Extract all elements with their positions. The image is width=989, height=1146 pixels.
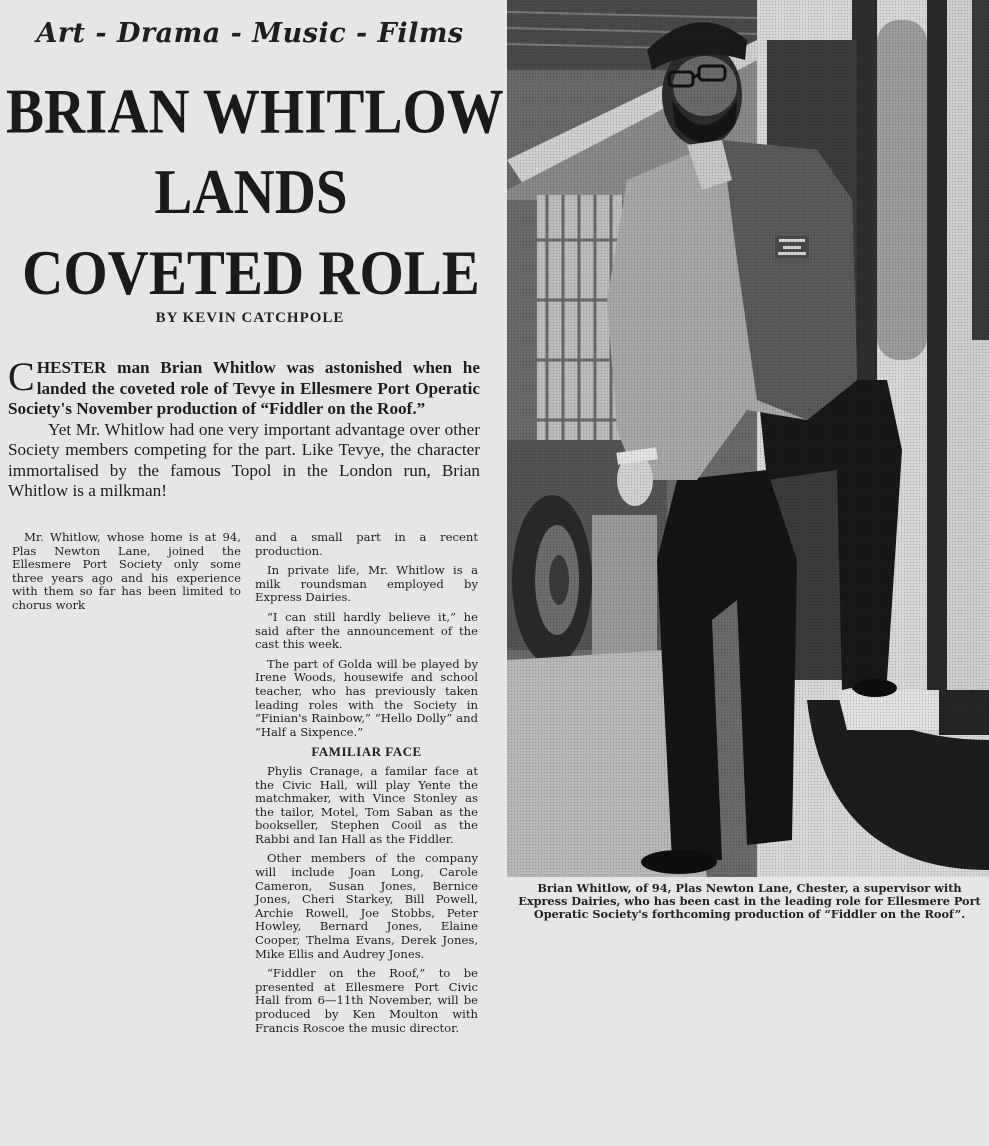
lead-paragraph: Yet Mr. Whitlow had one very important advantage over other Society members competing for the part. Like Tevye, the character immortalised by the famous Topol in the London run, Brian Whitlow is a milkman! [8,419,480,500]
drop-cap: C [8,354,35,399]
headline-line: COVETED ROLE [22,237,480,309]
body-column-right [255,531,478,1041]
body-column-left [12,531,241,619]
subheading: FAMILIAR FACE [311,744,422,760]
body-paragraph: Other members of the company will include Joan Long, Carole Cameron, Susan Jones, Bernice Jones, Cheri Starkey, Bill Powell, Archie Rowell, Joe Stobbs, Peter Howley, Bernard Jones, Elaine Cooper, Thelma Evans, Derek Jones, Mike Ellis and Audrey Jones. [255,851,478,961]
lead-paragraph-text: HESTER man Brian Whitlow was astonished when he landed the coveted role of Tevye in Ellesmere Port Operatic Society's November production of “Fiddler on the Roof.” [8,358,480,418]
byline: BY KEVIN CATCHPOLE [155,310,345,326]
body-paragraph: and a small part in a recent production. [255,530,478,558]
body-paragraph: Phylis Cranage, a familar face at the Civic Hall, will play Yente the matchmaker, with Vince Stonley as the tailor, Motel, Tom Saban as the bookseller, Stephen Cooil as the Rabbi and Ian Hall as the Fiddler. [255,763,478,846]
headline-line: LANDS [154,157,348,228]
headline [6,72,504,314]
body-paragraph: “I can still hardly believe it,” he said after the announcement of the cast this week. [255,609,478,652]
body-paragraph: The part of Golda will be played by Irene Woods, housewife and school teacher, who has previously taken leading roles with the Society in “Finian's Rainbow,” “Hello Dolly” and “Half a Sixpence.” [255,656,478,739]
headline-line: BRIAN WHITLOW [6,76,504,148]
photo-illustration [507,0,989,877]
lead-paragraph [8,354,480,420]
lead-text [8,354,480,502]
photo-caption: Brian Whitlow, of 94, Plas Newton Lane, Chester, a supervisor with Express Dairies, who has been cast in the leading role for Ellesmere Port Operatic Society's forthcoming production of “Fiddler on the Roof”. [518,881,981,921]
body-paragraph: Mr. Whitlow, whose home is at 94, Plas Newton Lane, joined the Ellesmere Port Society only some three years ago and his experience with them so far has been limited to chorus work [12,530,241,612]
body-paragraph: “Fiddler on the Roof,” to be presented at Ellesmere Port Civic Hall from 6—11th November, will be produced by Ken Moulton with Francis Roscoe the music director. [255,966,478,1035]
body-paragraph: In private life, Mr. Whitlow is a milk roundsman employed by Express Dairies. [255,563,478,605]
photo [507,0,989,877]
section-banner: Art - Drama - Music - Films [36,18,464,49]
